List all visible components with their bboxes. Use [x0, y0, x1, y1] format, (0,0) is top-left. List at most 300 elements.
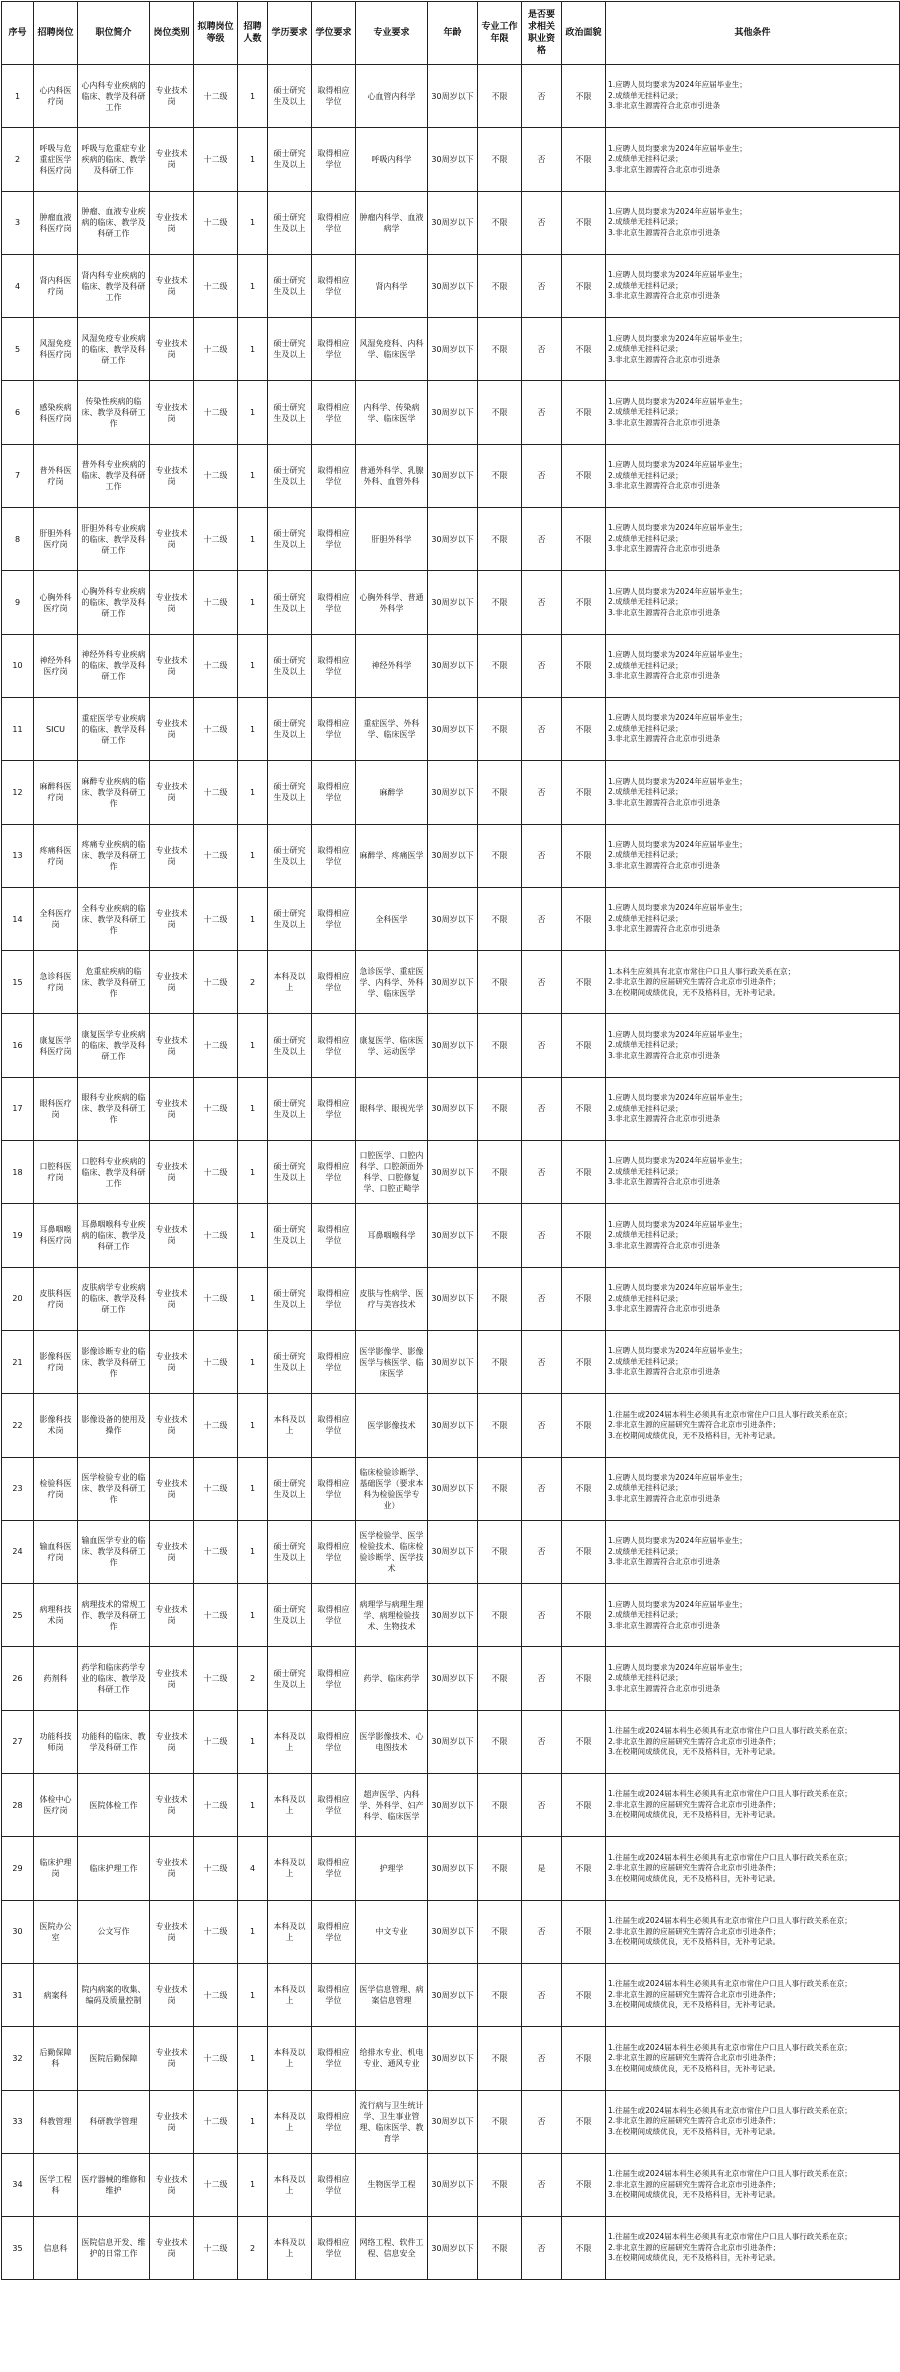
- header-age: 年龄: [428, 2, 478, 65]
- cell-major: 临床检验诊断学、基础医学（要求本科为检验医学专业）: [356, 1457, 428, 1520]
- cell-desc: 全科专业疾病的临床、教学及科研工作: [78, 887, 150, 950]
- cell-other-conditions: [606, 1394, 900, 1457]
- cell-no: 11: [2, 697, 34, 760]
- table-row: [2, 697, 900, 760]
- condition-line: 1.应聘人员均要求为2024年应届毕业生；: [608, 1599, 747, 1609]
- cell-desc: 医院信息开发、维护的日常工作: [78, 2217, 150, 2280]
- table-row: [2, 2217, 900, 2280]
- cell-desc: 耳鼻咽喉科专业疾病的临床、教学及科研工作: [78, 1204, 150, 1267]
- cell-level: 十二级: [194, 1330, 238, 1393]
- cell-desc: 影像设备的使用及操作: [78, 1394, 150, 1457]
- cell-category: 专业技术岗: [150, 2153, 194, 2216]
- condition-line: 1.应聘人员均要求为2024年应届毕业生；: [608, 523, 747, 533]
- cell-years: 不限: [478, 254, 522, 317]
- cell-education: 本科及以上: [268, 1900, 312, 1963]
- cell-age: 30周岁以下: [428, 1267, 478, 1330]
- header-no: 序号: [2, 2, 34, 65]
- cell-other-conditions: [606, 2153, 900, 2216]
- header-years: 专业工作年限: [478, 2, 522, 65]
- cell-no: 35: [2, 2217, 34, 2280]
- cell-count: 1: [238, 254, 268, 317]
- cell-other-conditions: [606, 1837, 900, 1900]
- cell-age: 30周岁以下: [428, 761, 478, 824]
- cell-degree: 取得相应学位: [312, 2090, 356, 2153]
- cell-count: 1: [238, 697, 268, 760]
- cell-qualification: 否: [522, 1647, 562, 1710]
- table-row: [2, 128, 900, 191]
- cell-qualification: 否: [522, 508, 562, 571]
- cell-political: 不限: [562, 128, 606, 191]
- cell-category: 专业技术岗: [150, 824, 194, 887]
- cell-major: 耳鼻咽喉科学: [356, 1204, 428, 1267]
- cell-education: 硕士研究生及以上: [268, 1014, 312, 1077]
- cell-desc: 功能科的临床、教学及科研工作: [78, 1710, 150, 1773]
- cell-years: 不限: [478, 1267, 522, 1330]
- condition-line: 1.往届生或2024届本科生必须具有北京市常住户口且人事行政关系在京；: [608, 2232, 852, 2242]
- cell-level: 十二级: [194, 381, 238, 444]
- cell-political: 不限: [562, 191, 606, 254]
- cell-political: 不限: [562, 1394, 606, 1457]
- cell-category: 专业技术岗: [150, 1520, 194, 1583]
- cell-education: 本科及以上: [268, 2153, 312, 2216]
- cell-major: 护理学: [356, 1837, 428, 1900]
- cell-political: 不限: [562, 1204, 606, 1267]
- cell-major: 中文专业: [356, 1900, 428, 1963]
- header-row: [2, 2, 900, 65]
- cell-count: 2: [238, 1647, 268, 1710]
- cell-education: 硕士研究生及以上: [268, 191, 312, 254]
- condition-line: 1.应聘人员均要求为2024年应届毕业生；: [608, 1029, 747, 1039]
- cell-category: 专业技术岗: [150, 1647, 194, 1710]
- cell-age: 30周岁以下: [428, 1457, 478, 1520]
- header-count: 招聘人数: [238, 2, 268, 65]
- cell-political: 不限: [562, 1520, 606, 1583]
- cell-political: 不限: [562, 887, 606, 950]
- cell-count: 1: [238, 381, 268, 444]
- header-degree: 学位要求: [312, 2, 356, 65]
- table-row: [2, 65, 900, 128]
- cell-level: 十二级: [194, 1141, 238, 1204]
- cell-desc: 皮肤病学专业疾病的临床、教学及科研工作: [78, 1267, 150, 1330]
- condition-line: 2.非北京生源的应届研究生需符合北京市引进条件；: [608, 1926, 781, 1936]
- header-education: 学历要求: [268, 2, 312, 65]
- cell-count: 1: [238, 1267, 268, 1330]
- table-row: [2, 951, 900, 1014]
- condition-line: 1.应聘人员均要求为2024年应届毕业生；: [608, 713, 747, 723]
- condition-line: 2.成绩单无挂科记录；: [608, 723, 683, 733]
- condition-line: 3.非北京生源需符合北京市引进条: [608, 544, 721, 554]
- condition-line: 3.非北京生源需符合北京市引进条: [608, 1304, 721, 1314]
- cell-no: 9: [2, 571, 34, 634]
- cell-education: 硕士研究生及以上: [268, 1267, 312, 1330]
- cell-category: 专业技术岗: [150, 571, 194, 634]
- cell-other-conditions: [606, 2027, 900, 2090]
- cell-major: 医学影像技术: [356, 1394, 428, 1457]
- cell-major: 内科学、传染病学、临床医学: [356, 381, 428, 444]
- cell-major: 普通外科学、乳腺外科、血管外科: [356, 444, 428, 507]
- cell-other-conditions: [606, 1710, 900, 1773]
- cell-count: 1: [238, 1584, 268, 1647]
- cell-degree: 取得相应学位: [312, 1837, 356, 1900]
- cell-desc: 心胸外科专业疾病的临床、教学及科研工作: [78, 571, 150, 634]
- cell-qualification: 否: [522, 381, 562, 444]
- cell-other-conditions: [606, 634, 900, 697]
- cell-major: 肝胆外科学: [356, 508, 428, 571]
- cell-qualification: 否: [522, 254, 562, 317]
- cell-qualification: 否: [522, 444, 562, 507]
- cell-political: 不限: [562, 2153, 606, 2216]
- cell-level: 十二级: [194, 1014, 238, 1077]
- cell-age: 30周岁以下: [428, 191, 478, 254]
- condition-line: 2.成绩单无挂科记录；: [608, 1673, 683, 1683]
- cell-age: 30周岁以下: [428, 1141, 478, 1204]
- cell-level: 十二级: [194, 824, 238, 887]
- cell-degree: 取得相应学位: [312, 1520, 356, 1583]
- cell-education: 硕士研究生及以上: [268, 508, 312, 571]
- cell-count: 1: [238, 318, 268, 381]
- cell-post: 体检中心医疗岗: [34, 1774, 78, 1837]
- cell-qualification: 否: [522, 1900, 562, 1963]
- cell-category: 专业技术岗: [150, 697, 194, 760]
- cell-desc: 院内病案的收集、编码及质量控制: [78, 1963, 150, 2026]
- cell-desc: 麻醉专业疾病的临床、教学及科研工作: [78, 761, 150, 824]
- cell-education: 本科及以上: [268, 2217, 312, 2280]
- cell-age: 30周岁以下: [428, 571, 478, 634]
- header-desc: 职位简介: [78, 2, 150, 65]
- condition-line: 1.应聘人员均要求为2024年应届毕业生；: [608, 1536, 747, 1546]
- table-row: [2, 1457, 900, 1520]
- cell-major: 网络工程、软件工程、信息安全: [356, 2217, 428, 2280]
- cell-level: 十二级: [194, 1900, 238, 1963]
- cell-qualification: 否: [522, 2217, 562, 2280]
- cell-age: 30周岁以下: [428, 824, 478, 887]
- cell-level: 十二级: [194, 1963, 238, 2026]
- recruitment-table: [1, 1, 900, 2280]
- cell-no: 32: [2, 2027, 34, 2090]
- cell-political: 不限: [562, 571, 606, 634]
- cell-level: 十二级: [194, 191, 238, 254]
- cell-political: 不限: [562, 1330, 606, 1393]
- condition-line: 2.非北京生源的应届研究生需符合北京市引进条件；: [608, 1863, 781, 1873]
- cell-category: 专业技术岗: [150, 318, 194, 381]
- condition-line: 1.应聘人员均要求为2024年应届毕业生；: [608, 903, 747, 913]
- condition-line: 3.在校期间成绩优良，无不及格科目，无补考记录。: [608, 2063, 781, 2073]
- cell-category: 专业技术岗: [150, 2090, 194, 2153]
- cell-desc: 危重症疾病的临床、教学及科研工作: [78, 951, 150, 1014]
- cell-education: 本科及以上: [268, 951, 312, 1014]
- cell-other-conditions: [606, 1774, 900, 1837]
- cell-category: 专业技术岗: [150, 1267, 194, 1330]
- cell-other-conditions: [606, 887, 900, 950]
- cell-degree: 取得相应学位: [312, 508, 356, 571]
- cell-years: 不限: [478, 887, 522, 950]
- cell-other-conditions: [606, 191, 900, 254]
- cell-category: 专业技术岗: [150, 1394, 194, 1457]
- cell-major: 病理学与病理生理学、病理检验技术、生物技术: [356, 1584, 428, 1647]
- condition-line: 1.往届生或2024届本科生必须具有北京市常住户口且人事行政关系在京；: [608, 1409, 852, 1419]
- condition-line: 1.往届生或2024届本科生必须具有北京市常住户口且人事行政关系在京；: [608, 1789, 852, 1799]
- table-row: [2, 381, 900, 444]
- cell-political: 不限: [562, 697, 606, 760]
- condition-line: 1.应聘人员均要求为2024年应届毕业生；: [608, 1219, 747, 1229]
- condition-line: 1.应聘人员均要求为2024年应届毕业生；: [608, 776, 747, 786]
- cell-major: 皮肤与性病学、医疗与美容技术: [356, 1267, 428, 1330]
- cell-education: 硕士研究生及以上: [268, 1647, 312, 1710]
- cell-qualification: 否: [522, 1077, 562, 1140]
- cell-post: 急诊科医疗岗: [34, 951, 78, 1014]
- cell-years: 不限: [478, 191, 522, 254]
- cell-qualification: 否: [522, 65, 562, 128]
- cell-post: 后勤保障科: [34, 2027, 78, 2090]
- condition-line: 1.往届生或2024届本科生必须具有北京市常住户口且人事行政关系在京；: [608, 2042, 852, 2052]
- condition-line: 3.在校期间成绩优良，无不及格科目，无补考记录。: [608, 2253, 781, 2263]
- cell-degree: 取得相应学位: [312, 634, 356, 697]
- cell-no: 4: [2, 254, 34, 317]
- cell-other-conditions: [606, 1141, 900, 1204]
- condition-line: 1.应聘人员均要求为2024年应届毕业生；: [608, 586, 747, 596]
- cell-post: 肝胆外科医疗岗: [34, 508, 78, 571]
- cell-category: 专业技术岗: [150, 761, 194, 824]
- cell-count: 1: [238, 1141, 268, 1204]
- condition-line: 1.应聘人员均要求为2024年应届毕业生；: [608, 1662, 747, 1672]
- cell-years: 不限: [478, 1584, 522, 1647]
- cell-other-conditions: [606, 65, 900, 128]
- cell-no: 20: [2, 1267, 34, 1330]
- cell-category: 专业技术岗: [150, 191, 194, 254]
- cell-no: 3: [2, 191, 34, 254]
- cell-education: 硕士研究生及以上: [268, 1204, 312, 1267]
- cell-years: 不限: [478, 761, 522, 824]
- table-row: [2, 571, 900, 634]
- cell-age: 30周岁以下: [428, 2217, 478, 2280]
- cell-desc: 药学和临床药学专业的临床、教学及科研工作: [78, 1647, 150, 1710]
- cell-category: 专业技术岗: [150, 254, 194, 317]
- cell-political: 不限: [562, 1647, 606, 1710]
- cell-count: 1: [238, 1900, 268, 1963]
- cell-qualification: 否: [522, 1014, 562, 1077]
- cell-age: 30周岁以下: [428, 2027, 478, 2090]
- cell-political: 不限: [562, 1141, 606, 1204]
- cell-age: 30周岁以下: [428, 2153, 478, 2216]
- cell-post: 神经外科医疗岗: [34, 634, 78, 697]
- cell-degree: 取得相应学位: [312, 951, 356, 1014]
- cell-desc: 科研教学管理: [78, 2090, 150, 2153]
- header-level: 拟聘岗位等级: [194, 2, 238, 65]
- condition-line: 3.非北京生源需符合北京市引进条: [608, 860, 721, 870]
- header-qualification: 是否要求相关职业资格: [522, 2, 562, 65]
- condition-line: 1.应聘人员均要求为2024年应届毕业生；: [608, 206, 747, 216]
- cell-other-conditions: [606, 2090, 900, 2153]
- condition-line: 3.非北京生源需符合北京市引进条: [608, 1050, 721, 1060]
- condition-line: 3.非北京生源需符合北京市引进条: [608, 417, 721, 427]
- cell-political: 不限: [562, 824, 606, 887]
- cell-other-conditions: [606, 2217, 900, 2280]
- cell-degree: 取得相应学位: [312, 571, 356, 634]
- condition-line: 2.非北京生源的应届研究生需符合北京市引进条件；: [608, 2179, 781, 2189]
- cell-desc: 输血医学专业的临床、教学及科研工作: [78, 1520, 150, 1583]
- cell-political: 不限: [562, 254, 606, 317]
- cell-age: 30周岁以下: [428, 1330, 478, 1393]
- cell-level: 十二级: [194, 951, 238, 1014]
- cell-degree: 取得相应学位: [312, 444, 356, 507]
- condition-line: 2.非北京生源的应届研究生需符合北京市引进条件；: [608, 2242, 781, 2252]
- cell-post: 肾内科医疗岗: [34, 254, 78, 317]
- condition-line: 3.非北京生源需符合北京市引进条: [608, 607, 721, 617]
- cell-degree: 取得相应学位: [312, 824, 356, 887]
- condition-line: 2.成绩单无挂科记录；: [608, 1166, 683, 1176]
- cell-years: 不限: [478, 1710, 522, 1773]
- cell-political: 不限: [562, 65, 606, 128]
- cell-political: 不限: [562, 2217, 606, 2280]
- cell-education: 硕士研究生及以上: [268, 887, 312, 950]
- cell-age: 30周岁以下: [428, 1900, 478, 1963]
- cell-education: 硕士研究生及以上: [268, 697, 312, 760]
- condition-line: 3.在校期间成绩优良，无不及格科目，无补考记录。: [608, 2126, 781, 2136]
- cell-level: 十二级: [194, 697, 238, 760]
- condition-line: 2.成绩单无挂科记录；: [608, 1546, 683, 1556]
- cell-desc: 重症医学专业疾病的临床、教学及科研工作: [78, 697, 150, 760]
- cell-qualification: 否: [522, 1457, 562, 1520]
- cell-no: 12: [2, 761, 34, 824]
- cell-count: 1: [238, 1014, 268, 1077]
- cell-no: 5: [2, 318, 34, 381]
- cell-count: 1: [238, 634, 268, 697]
- condition-line: 2.成绩单无挂科记录；: [608, 407, 683, 417]
- cell-age: 30周岁以下: [428, 1774, 478, 1837]
- condition-line: 3.非北京生源需符合北京市引进条: [608, 671, 721, 681]
- cell-education: 硕士研究生及以上: [268, 1584, 312, 1647]
- cell-education: 硕士研究生及以上: [268, 128, 312, 191]
- cell-other-conditions: [606, 571, 900, 634]
- cell-other-conditions: [606, 1647, 900, 1710]
- cell-post: 康复医学科医疗岗: [34, 1014, 78, 1077]
- condition-line: 1.本科生应须具有北京市常住户口且人事行政关系在京；: [608, 966, 796, 976]
- cell-category: 专业技术岗: [150, 951, 194, 1014]
- table-row: [2, 1394, 900, 1457]
- cell-desc: 疼痛专业疾病的临床、教学及科研工作: [78, 824, 150, 887]
- cell-age: 30周岁以下: [428, 1963, 478, 2026]
- cell-degree: 取得相应学位: [312, 1647, 356, 1710]
- cell-qualification: 否: [522, 571, 562, 634]
- cell-count: 1: [238, 824, 268, 887]
- cell-age: 30周岁以下: [428, 1077, 478, 1140]
- cell-no: 10: [2, 634, 34, 697]
- cell-post: 皮肤科医疗岗: [34, 1267, 78, 1330]
- cell-years: 不限: [478, 571, 522, 634]
- cell-age: 30周岁以下: [428, 1204, 478, 1267]
- condition-line: 3.非北京生源需符合北京市引进条: [608, 1367, 721, 1377]
- cell-no: 24: [2, 1520, 34, 1583]
- cell-education: 本科及以上: [268, 1394, 312, 1457]
- cell-desc: 医学检验专业的临床、教学及科研工作: [78, 1457, 150, 1520]
- cell-years: 不限: [478, 2153, 522, 2216]
- cell-political: 不限: [562, 2090, 606, 2153]
- cell-other-conditions: [606, 1457, 900, 1520]
- table-row: [2, 2027, 900, 2090]
- cell-desc: 医院体检工作: [78, 1774, 150, 1837]
- cell-post: 输血科医疗岗: [34, 1520, 78, 1583]
- cell-no: 1: [2, 65, 34, 128]
- condition-line: 3.非北京生源需符合北京市引进条: [608, 101, 721, 111]
- cell-count: 1: [238, 2090, 268, 2153]
- cell-other-conditions: [606, 1520, 900, 1583]
- cell-count: 1: [238, 191, 268, 254]
- table-row: [2, 2153, 900, 2216]
- cell-years: 不限: [478, 1900, 522, 1963]
- cell-no: 25: [2, 1584, 34, 1647]
- condition-line: 2.成绩单无挂科记录；: [608, 470, 683, 480]
- cell-count: 1: [238, 1330, 268, 1393]
- table-row: [2, 318, 900, 381]
- cell-years: 不限: [478, 824, 522, 887]
- condition-line: 2.非北京生源的应届研究生需符合北京市引进条件；: [608, 2053, 781, 2063]
- cell-qualification: 否: [522, 1774, 562, 1837]
- cell-level: 十二级: [194, 571, 238, 634]
- cell-count: 1: [238, 1520, 268, 1583]
- cell-level: 十二级: [194, 2217, 238, 2280]
- cell-post: 感染疾病科医疗岗: [34, 381, 78, 444]
- cell-political: 不限: [562, 1267, 606, 1330]
- condition-line: 1.应聘人员均要求为2024年应届毕业生；: [608, 1156, 747, 1166]
- cell-major: 心血管内科学: [356, 65, 428, 128]
- cell-desc: 医院后勤保障: [78, 2027, 150, 2090]
- condition-line: 1.应聘人员均要求为2024年应届毕业生；: [608, 1283, 747, 1293]
- cell-political: 不限: [562, 381, 606, 444]
- table-row: [2, 887, 900, 950]
- cell-desc: 口腔科专业疾病的临床、教学及科研工作: [78, 1141, 150, 1204]
- condition-line: 3.非北京生源需符合北京市引进条: [608, 354, 721, 364]
- cell-political: 不限: [562, 444, 606, 507]
- cell-years: 不限: [478, 1837, 522, 1900]
- table-row: [2, 1710, 900, 1773]
- cell-desc: 肝胆外科专业疾病的临床、教学及科研工作: [78, 508, 150, 571]
- cell-years: 不限: [478, 1077, 522, 1140]
- cell-post: 临床护理岗: [34, 1837, 78, 1900]
- cell-count: 4: [238, 1837, 268, 1900]
- cell-category: 专业技术岗: [150, 444, 194, 507]
- cell-count: 1: [238, 1394, 268, 1457]
- cell-desc: 呼吸与危重症专业疾病的临床、教学及科研工作: [78, 128, 150, 191]
- cell-desc: 肿瘤、血液专业疾病的临床、教学及科研工作: [78, 191, 150, 254]
- condition-line: 3.非北京生源需符合北京市引进条: [608, 481, 721, 491]
- cell-qualification: 否: [522, 1963, 562, 2026]
- condition-line: 2.成绩单无挂科记录；: [608, 1103, 683, 1113]
- condition-line: 2.成绩单无挂科记录；: [608, 1293, 683, 1303]
- cell-no: 28: [2, 1774, 34, 1837]
- cell-years: 不限: [478, 2027, 522, 2090]
- condition-line: 3.非北京生源需符合北京市引进条: [608, 797, 721, 807]
- cell-other-conditions: [606, 1963, 900, 2026]
- cell-count: 1: [238, 887, 268, 950]
- cell-years: 不限: [478, 444, 522, 507]
- cell-post: 功能科技师岗: [34, 1710, 78, 1773]
- cell-degree: 取得相应学位: [312, 1394, 356, 1457]
- cell-political: 不限: [562, 1457, 606, 1520]
- cell-level: 十二级: [194, 1837, 238, 1900]
- cell-political: 不限: [562, 1963, 606, 2026]
- cell-major: 医学检验学、医学检验技术、临床检验诊断学、医学技术: [356, 1520, 428, 1583]
- header-category: 岗位类别: [150, 2, 194, 65]
- header-other: 其他条件: [606, 2, 900, 65]
- cell-age: 30周岁以下: [428, 634, 478, 697]
- cell-major: 流行病与卫生统计学、卫生事业管理、临床医学、教育学: [356, 2090, 428, 2153]
- cell-category: 专业技术岗: [150, 1963, 194, 2026]
- condition-line: 2.成绩单无挂科记录；: [608, 1230, 683, 1240]
- cell-desc: 神经外科专业疾病的临床、教学及科研工作: [78, 634, 150, 697]
- cell-major: 急诊医学、重症医学、内科学、外科学、临床医学: [356, 951, 428, 1014]
- cell-years: 不限: [478, 2217, 522, 2280]
- cell-degree: 取得相应学位: [312, 1077, 356, 1140]
